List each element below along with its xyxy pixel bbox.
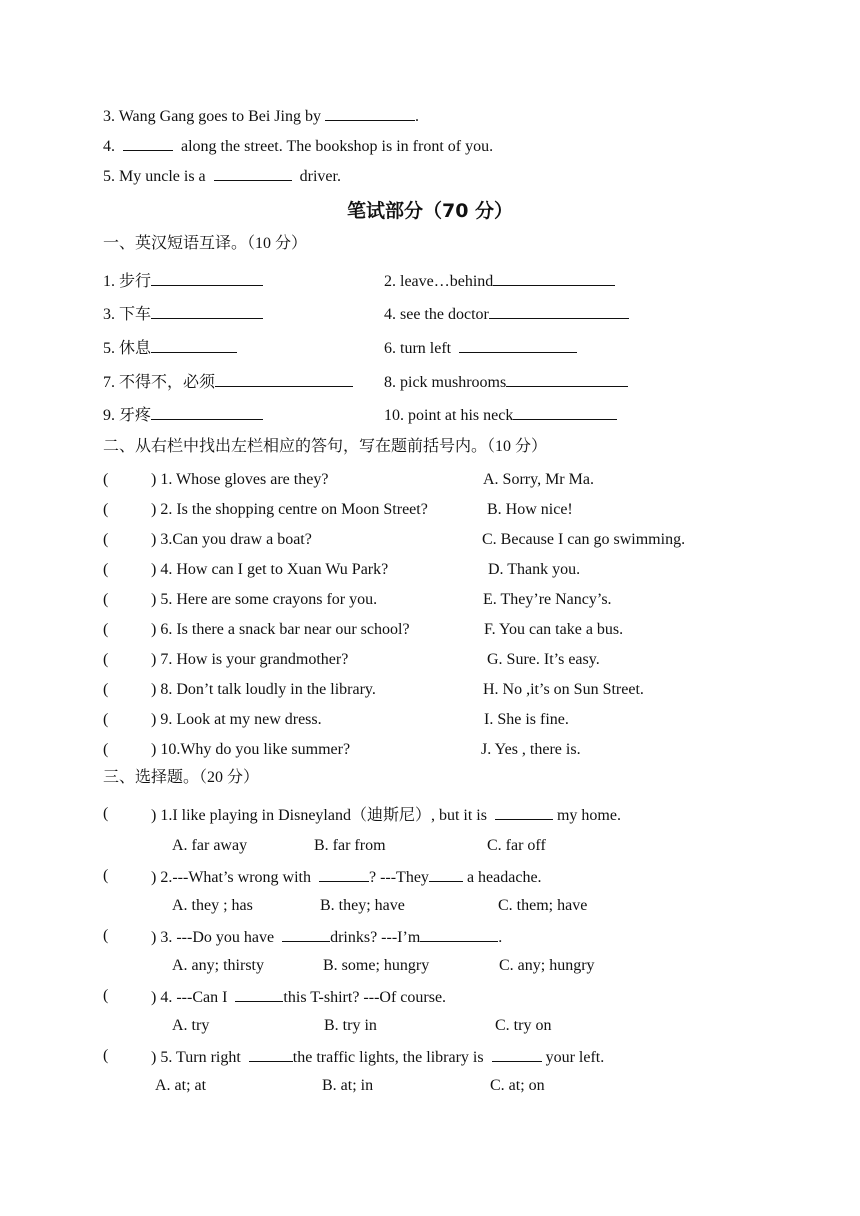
answer-paren[interactable]: ( xyxy=(103,681,109,698)
answer-blank[interactable] xyxy=(429,866,463,882)
s3-question-1: ) 1.I like playing in Disneyland（迪斯尼）, but it is my home. xyxy=(151,804,621,826)
s3-question-5: ) 5. Turn right the traffic lights, the library is your left. xyxy=(151,1046,604,1068)
section1-heading: 一、英汉短语互译。（10 分） xyxy=(103,235,308,252)
answer-blank[interactable] xyxy=(513,404,617,420)
option-a: A. far away xyxy=(172,837,248,854)
section3-heading: 三、选择题。（20 分） xyxy=(103,769,260,786)
s3-question-2: ) 2.---What’s wrong with ? ---They a headache. xyxy=(151,866,542,888)
answer-blank[interactable] xyxy=(459,337,577,353)
answer-blank[interactable] xyxy=(249,1046,293,1062)
answer-blank[interactable] xyxy=(151,303,263,319)
answer-blank[interactable] xyxy=(151,404,263,420)
s2-answer: G. Sure. It’s easy. xyxy=(487,651,600,668)
answer-blank[interactable] xyxy=(325,105,415,121)
answer-blank[interactable] xyxy=(493,270,615,286)
option-a: A. at; at xyxy=(155,1077,207,1094)
answer-blank[interactable] xyxy=(215,371,353,387)
answer-paren[interactable]: ( xyxy=(103,927,109,944)
answer-blank[interactable] xyxy=(214,165,292,181)
s2-question: ) 7. How is your grandmother? xyxy=(151,651,349,668)
s2-question: ) 2. Is the shopping centre on Moon Street? xyxy=(151,501,428,518)
s1-item-right: 10. point at his neck xyxy=(384,404,617,426)
s2-question: ) 10.Why do you like summer? xyxy=(151,741,351,758)
s1-item-right: 8. pick mushrooms xyxy=(384,371,628,393)
s1-item-left: 1. 步行 xyxy=(103,270,263,292)
option-b: B. try in xyxy=(324,1017,377,1034)
option-b: B. some; hungry xyxy=(323,957,430,974)
s2-question: ) 5. Here are some crayons for you. xyxy=(151,591,378,608)
listening-item-5: 5. My uncle is a driver. xyxy=(103,165,341,187)
answer-blank[interactable] xyxy=(492,1046,542,1062)
s2-question: ) 3.Can you draw a boat? xyxy=(151,531,312,548)
s2-question: ) 9. Look at my new dress. xyxy=(151,711,322,728)
s1-item-left: 3. 下车 xyxy=(103,303,263,325)
listening-item-3: 3. Wang Gang goes to Bei Jing by . xyxy=(103,105,419,127)
answer-blank[interactable] xyxy=(151,337,237,353)
answer-paren[interactable]: ( xyxy=(103,501,109,518)
option-c: C. try on xyxy=(495,1017,552,1034)
s1-item-right: 2. leave…behind xyxy=(384,270,615,292)
answer-blank[interactable] xyxy=(506,371,628,387)
answer-blank[interactable] xyxy=(282,926,330,942)
s1-item-left: 9. 牙疼 xyxy=(103,404,263,426)
option-c: C. any; hungry xyxy=(499,957,595,974)
answer-paren[interactable]: ( xyxy=(103,711,109,728)
option-a: A. any; thirsty xyxy=(172,957,264,974)
answer-paren[interactable]: ( xyxy=(103,531,109,548)
answer-blank[interactable] xyxy=(319,866,369,882)
written-part-title: 笔试部分（70 分） xyxy=(346,200,514,222)
s2-question: ) 6. Is there a snack bar near our school? xyxy=(151,621,410,638)
answer-paren[interactable]: ( xyxy=(103,805,109,822)
s2-answer: F. You can take a bus. xyxy=(484,621,624,638)
s2-question: ) 4. How can I get to Xuan Wu Park? xyxy=(151,561,389,578)
answer-paren[interactable]: ( xyxy=(103,621,109,638)
answer-paren[interactable]: ( xyxy=(103,741,109,758)
option-c: C. them; have xyxy=(498,897,588,914)
option-a: A. try xyxy=(172,1017,210,1034)
answer-paren[interactable]: ( xyxy=(103,651,109,668)
option-c: C. at; on xyxy=(490,1077,545,1094)
s1-item-left: 7. 不得不，必须 xyxy=(103,371,353,393)
answer-blank[interactable] xyxy=(151,270,263,286)
s2-answer: E. They’re Nancy’s. xyxy=(483,591,612,608)
answer-blank[interactable] xyxy=(123,135,173,151)
option-a: A. they ; has xyxy=(172,897,253,914)
option-b: B. they; have xyxy=(320,897,405,914)
s2-answer: C. Because I can go swimming. xyxy=(482,531,686,548)
s1-item-right: 6. turn left xyxy=(384,337,577,359)
s2-answer: A. Sorry, Mr Ma. xyxy=(483,471,594,488)
s2-question: ) 8. Don’t talk loudly in the library. xyxy=(151,681,376,698)
s2-answer: J. Yes , there is. xyxy=(481,741,581,758)
s2-answer: B. How nice! xyxy=(487,501,573,518)
s1-item-left: 5. 休息 xyxy=(103,337,237,359)
option-c: C. far off xyxy=(487,837,546,854)
s2-answer: H. No ,it’s on Sun Street. xyxy=(483,681,644,698)
answer-blank[interactable] xyxy=(495,804,553,820)
s2-question: ) 1. Whose gloves are they? xyxy=(151,471,329,488)
s3-question-3: ) 3. ---Do you have drinks? ---I’m . xyxy=(151,926,502,948)
answer-blank[interactable] xyxy=(235,986,283,1002)
answer-blank[interactable] xyxy=(489,303,629,319)
s3-question-4: ) 4. ---Can I this T-shirt? ---Of course. xyxy=(151,986,446,1008)
answer-blank[interactable] xyxy=(420,926,498,942)
answer-paren[interactable]: ( xyxy=(103,561,109,578)
answer-paren[interactable]: ( xyxy=(103,471,109,488)
section2-heading: 二、从右栏中找出左栏相应的答句，写在题前括号内。（10 分） xyxy=(103,438,548,455)
listening-item-4: 4. along the street. The bookshop is in front of you. xyxy=(103,135,493,157)
s2-answer: D. Thank you. xyxy=(488,561,581,578)
answer-paren[interactable]: ( xyxy=(103,867,109,884)
option-b: B. at; in xyxy=(322,1077,374,1094)
option-b: B. far from xyxy=(314,837,386,854)
answer-paren[interactable]: ( xyxy=(103,1047,109,1064)
s2-answer: I. She is fine. xyxy=(484,711,569,728)
s1-item-right: 4. see the doctor xyxy=(384,303,629,325)
answer-paren[interactable]: ( xyxy=(103,591,109,608)
answer-paren[interactable]: ( xyxy=(103,987,109,1004)
